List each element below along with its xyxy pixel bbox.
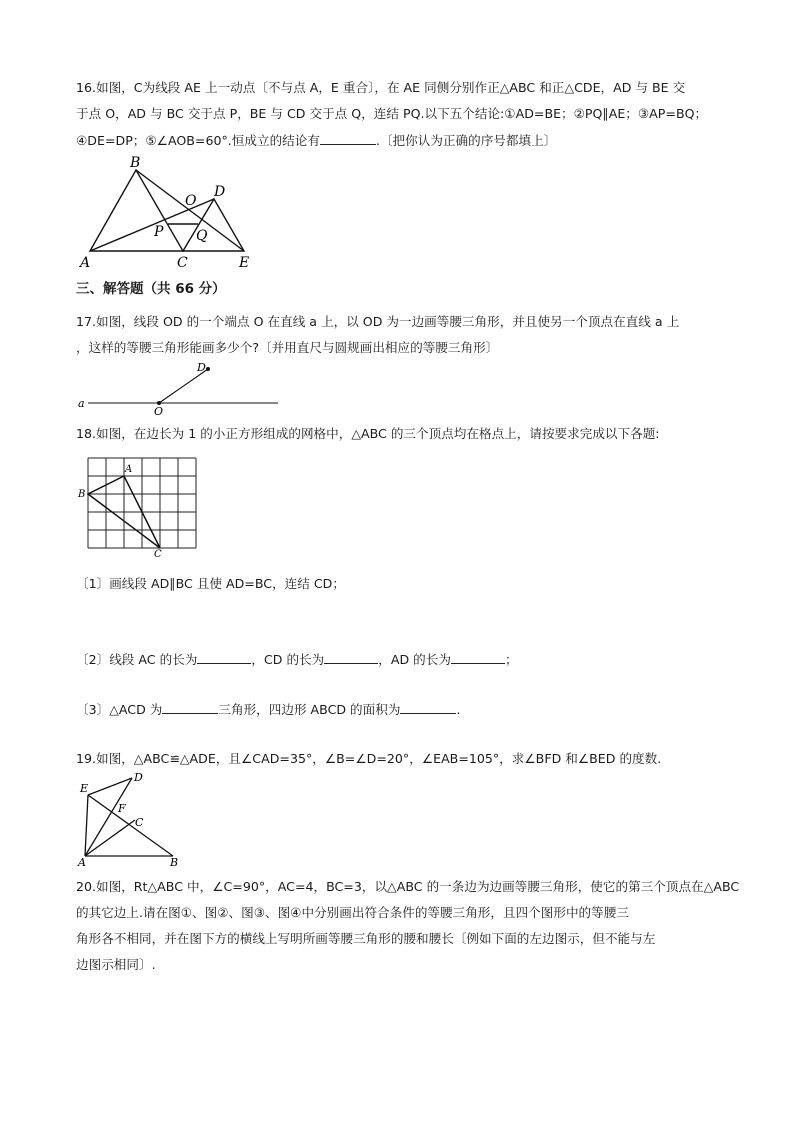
q16-label-o: O [185, 193, 197, 209]
q17-label-a: a [78, 397, 85, 410]
q17-figure [76, 360, 306, 416]
q20-line-4: 边图示相同〕. [76, 957, 156, 972]
q16-label-q: Q [196, 228, 208, 244]
q18-cd-blank[interactable] [324, 651, 378, 664]
q20-line-1: 20.如图，Rt△ABC 中，∠C=90°，AC=4，BC=3，以△ABC 的一条边为边画等腰三角形，使它的第三个顶点在△ABC [76, 879, 740, 894]
q18-sub-2-text-ac: 〔2〕线段 AC 的长为 [76, 652, 198, 667]
q20-line-2: 的其它边上.请在图①、图②、图③、图④中分别画出符合条件的等腰三角形，且四个图形中的等腰三 [76, 905, 629, 920]
q18-sub-3 [76, 701, 460, 718]
q18-line-1: 18.如图，在边长为 1 的小正方形组成的网格中，△ABC 的三个顶点均在格点上，请按要求完成以下各题: [76, 426, 660, 441]
q16-line-2: 于点 O，AD 与 BC 交于点 P，BE 与 CD 交于点 Q，连结 PQ.以下五个结论:①AD=BE；②PQ∥AE；③AP=BQ； [76, 106, 708, 121]
q18-grid-figure [76, 453, 206, 558]
q17-line-1: 17.如图，线段 OD 的一个端点 O 在直线 a 上，以 OD 为一边画等腰三角形，并且使另一个顶点在直线 a 上 [76, 314, 680, 329]
q18-sub-3-text-acd: 〔3〕△ACD 为 [76, 702, 163, 717]
q16-answer-blank[interactable] [320, 132, 376, 145]
q18-sub-1: 〔1〕画线段 AD∥BC 且使 AD=BC，连结 CD； [76, 576, 345, 591]
q18-label-a: A [125, 464, 133, 475]
section-3-title: 三、解答题（共 66 分） [76, 281, 226, 297]
q18-sub-3-end: . [456, 702, 461, 717]
q19-figure [76, 768, 196, 868]
q19-label-a: A [78, 856, 86, 869]
q16-label-e: E [239, 255, 250, 271]
q19-label-e: E [80, 782, 89, 795]
q16-label-c: C [177, 255, 188, 271]
q18-sub-3-text-area: 三角形，四边形 ABCD 的面积为 [218, 702, 401, 717]
q16-label-b: B [130, 155, 141, 171]
q17-line-2: ，这样的等腰三角形能画多少个?〔并用直尺与圆规画出相应的等腰三角形〕 [76, 340, 499, 355]
q16-label-d: D [214, 184, 226, 200]
q18-label-b: B [78, 489, 86, 500]
q18-sub-2 [76, 651, 518, 668]
q19-label-d: D [134, 771, 143, 784]
q16-line-1: 16.如图，C为线段 AE 上一动点〔不与点 A，E 重合〕，在 AE 同侧分别作正△ABC 和正△CDE，AD 与 BE 交 [76, 80, 686, 95]
q19-line-1: 19.如图，△ABC≌△ADE，且∠CAD=35°，∠B=∠D=20°，∠EAB=105°，求∠BFD 和∠BED 的度数. [76, 751, 662, 766]
q17-label-d: D [197, 361, 206, 374]
q18-label-c: C [154, 549, 162, 560]
q19-label-f: F [118, 802, 126, 815]
q18-sub-2-text-cd: ，CD 的长为 [251, 652, 325, 667]
q20-line-3: 角形各不相同，并在图下方的横线上写明所画等腰三角形的腰和腰长〔例如下面的左边图示，但不能与左 [76, 931, 656, 946]
q19-label-b: B [170, 856, 179, 869]
q16-line-3-tail: .〔把你认为正确的序号都填上〕 [375, 133, 557, 148]
q16-label-p: P [154, 224, 164, 240]
q16-line-3-text: ④DE=DP；⑤∠AOB=60°.恒成立的结论有 [76, 133, 320, 148]
q18-triangle-type-blank[interactable] [162, 701, 218, 714]
q19-label-c: C [135, 816, 144, 829]
q18-ad-blank[interactable] [451, 651, 505, 664]
q16-figure [76, 152, 276, 270]
q17-label-o: O [154, 405, 164, 418]
q16-line-3 [76, 132, 556, 149]
q18-ac-blank[interactable] [197, 651, 251, 664]
q18-area-blank[interactable] [400, 701, 456, 714]
q18-sub-2-text-ad: ，AD 的长为 [378, 652, 451, 667]
q18-sub-2-end: ； [504, 652, 518, 667]
q16-label-a: A [80, 255, 91, 271]
